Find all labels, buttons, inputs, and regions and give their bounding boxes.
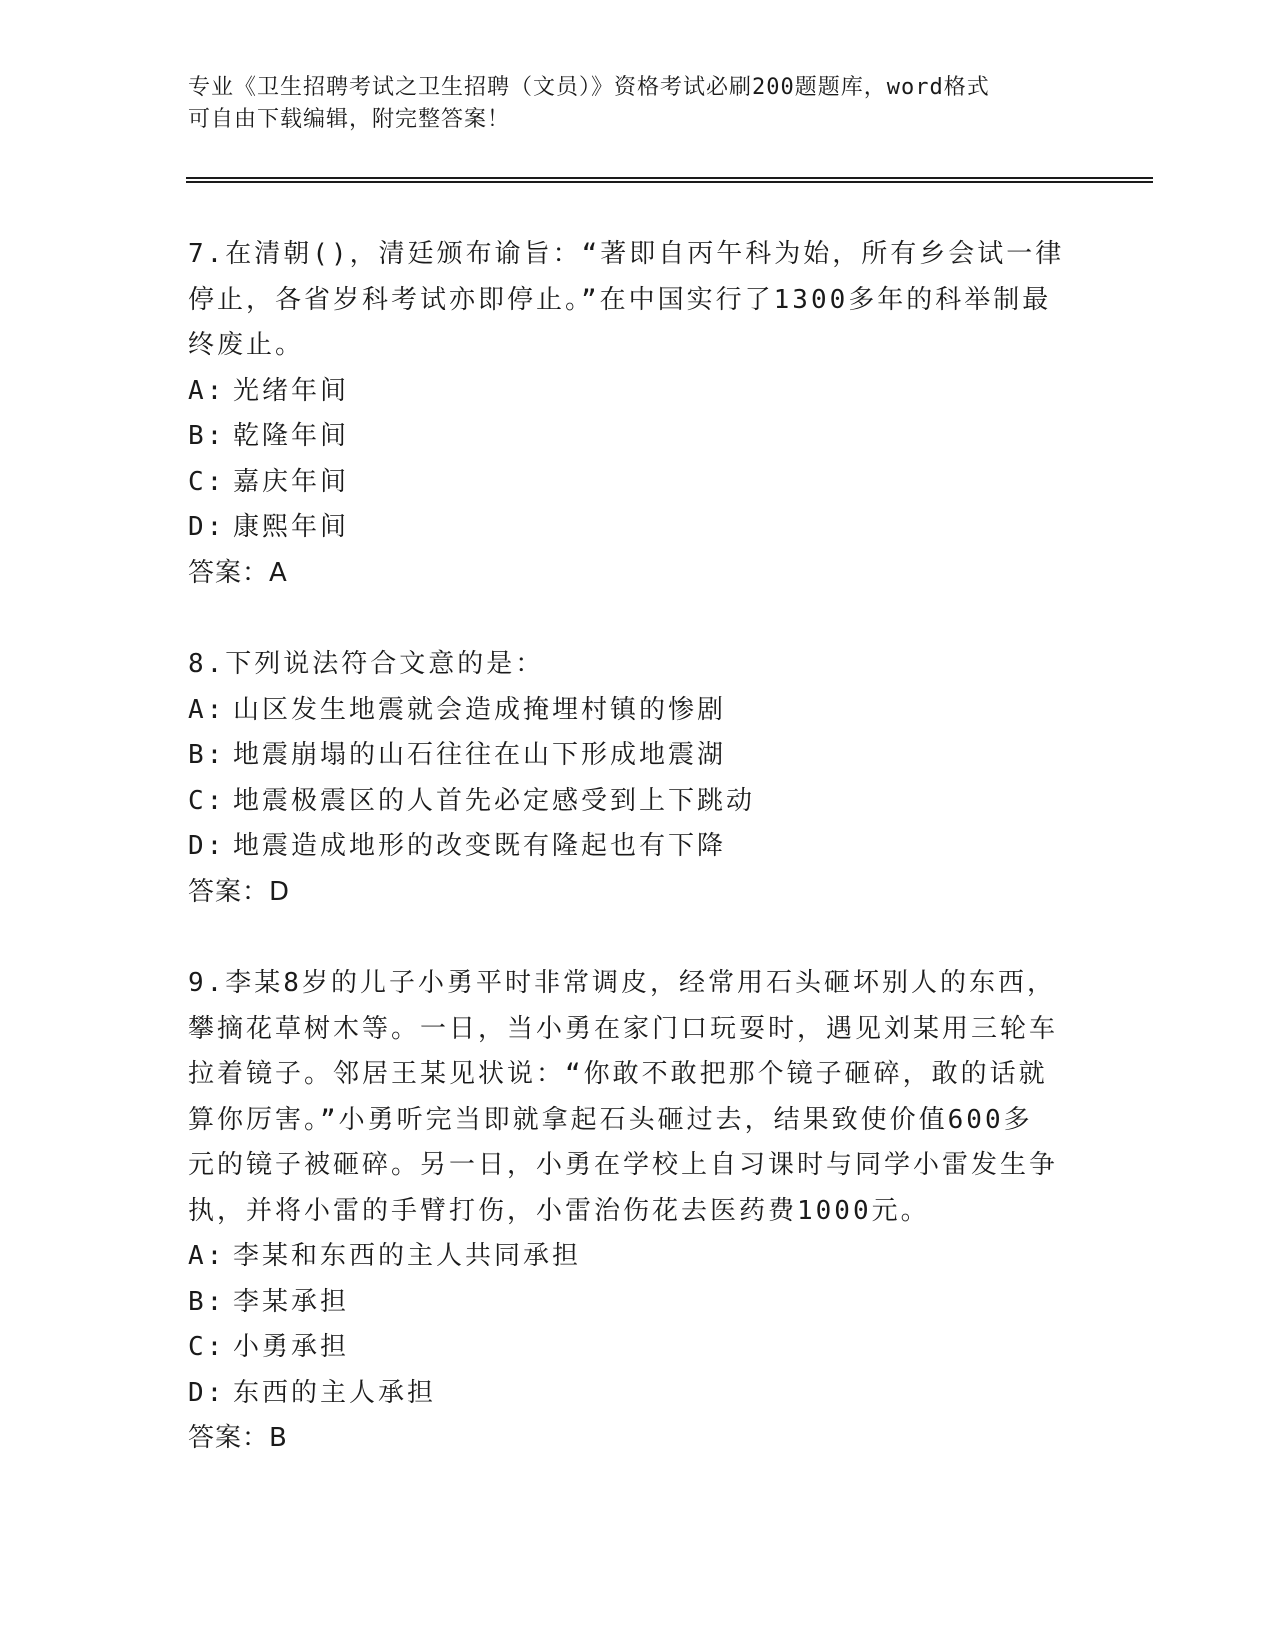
option-text: 东西的主人承担	[233, 1377, 437, 1408]
document-header	[188, 72, 1088, 136]
question-9-line-6: 执，并将小雷的手臂打伤，小雷治伤花去医药费1000元。	[188, 1195, 930, 1226]
question-8-option-c	[188, 779, 1088, 825]
option-letter: B:	[188, 1286, 226, 1317]
option-text: 康熙年间	[233, 512, 350, 542]
question-7-option-d	[188, 505, 1088, 551]
option-letter: C:	[188, 466, 226, 497]
option-letter: A:	[188, 694, 226, 725]
question-9-line-2: 攀摘花草树木等。一日，当小勇在家门口玩耍时，遇见刘某用三轮车	[188, 1013, 1059, 1044]
question-9-option-c	[188, 1325, 1088, 1371]
question-8-answer: 答案：D	[188, 876, 291, 907]
option-text: 乾隆年间	[233, 421, 350, 451]
option-text: 小勇承担	[233, 1332, 350, 1362]
question-7	[188, 232, 1088, 596]
option-letter: D:	[188, 512, 226, 542]
option-letter: A:	[188, 375, 226, 406]
question-8-option-d	[188, 824, 1088, 870]
question-9-line-5: 元的镜子被砸碎。另一日，小勇在学校上自习课时与同学小雷发生争	[188, 1150, 1059, 1180]
header-divider-top	[186, 177, 1153, 179]
question-7-option-a	[188, 369, 1088, 415]
option-text: 地震造成地形的改变既有隆起也有下降	[233, 831, 727, 861]
question-7-answer: 答案：A	[188, 557, 288, 588]
question-8-line-1: 8.下列说法符合文意的是：	[188, 649, 545, 679]
question-8-option-a	[188, 688, 1088, 734]
question-7-line-1: 7.在清朝()，清廷颁布谕旨：“著即自丙午科为始，所有乡会试一律	[188, 239, 1065, 269]
question-9-line-3: 拉着镜子。邻居王某见状说：“你敢不敢把那个镜子砸碎，敢的话就	[188, 1059, 1048, 1089]
question-9	[188, 961, 1088, 1462]
question-7-option-b	[188, 414, 1088, 460]
question-7-option-c	[188, 460, 1088, 506]
option-letter: C:	[188, 1332, 226, 1362]
question-9-option-a	[188, 1234, 1088, 1280]
option-text: 地震极震区的人首先必定感受到上下跳动	[233, 785, 756, 816]
question-8	[188, 642, 1088, 915]
option-letter: D:	[188, 1377, 226, 1408]
option-letter: B:	[188, 421, 226, 451]
header-line-1: 专业《卫生招聘考试之卫生招聘（文员）》资格考试必刷200题题库，word格式	[188, 75, 990, 100]
option-text: 李某承担	[233, 1286, 350, 1317]
question-7-line-3: 终废止。	[188, 330, 305, 360]
option-text: 嘉庆年间	[233, 466, 350, 497]
question-7-line-2: 停止，各省岁科考试亦即停止。”在中国实行了1300多年的科举制最	[188, 284, 1052, 315]
option-text: 地震崩塌的山石往往在山下形成地震湖	[233, 740, 727, 770]
question-9-option-b	[188, 1280, 1088, 1326]
option-letter: B:	[188, 740, 226, 770]
option-letter: D:	[188, 831, 226, 861]
option-text: 光绪年间	[233, 375, 350, 406]
question-8-option-b	[188, 733, 1088, 779]
option-text: 李某和东西的主人共同承担	[233, 1241, 582, 1271]
question-9-answer: 答案：B	[188, 1423, 288, 1453]
option-text: 山区发生地震就会造成掩埋村镇的惨剧	[233, 694, 727, 725]
header-divider-bottom	[186, 181, 1153, 183]
question-9-line-1: 9.李某8岁的儿子小勇平时非常调皮，经常用石头砸坏别人的东西，	[188, 968, 1056, 998]
option-letter: A:	[188, 1241, 226, 1271]
option-letter: C:	[188, 785, 226, 816]
question-9-option-d	[188, 1371, 1088, 1417]
header-line-2: 可自由下载编辑，附完整答案！	[188, 107, 511, 132]
question-9-line-4: 算你厉害。”小勇听完当即就拿起石头砸过去，结果致使价值600多	[188, 1104, 1033, 1135]
